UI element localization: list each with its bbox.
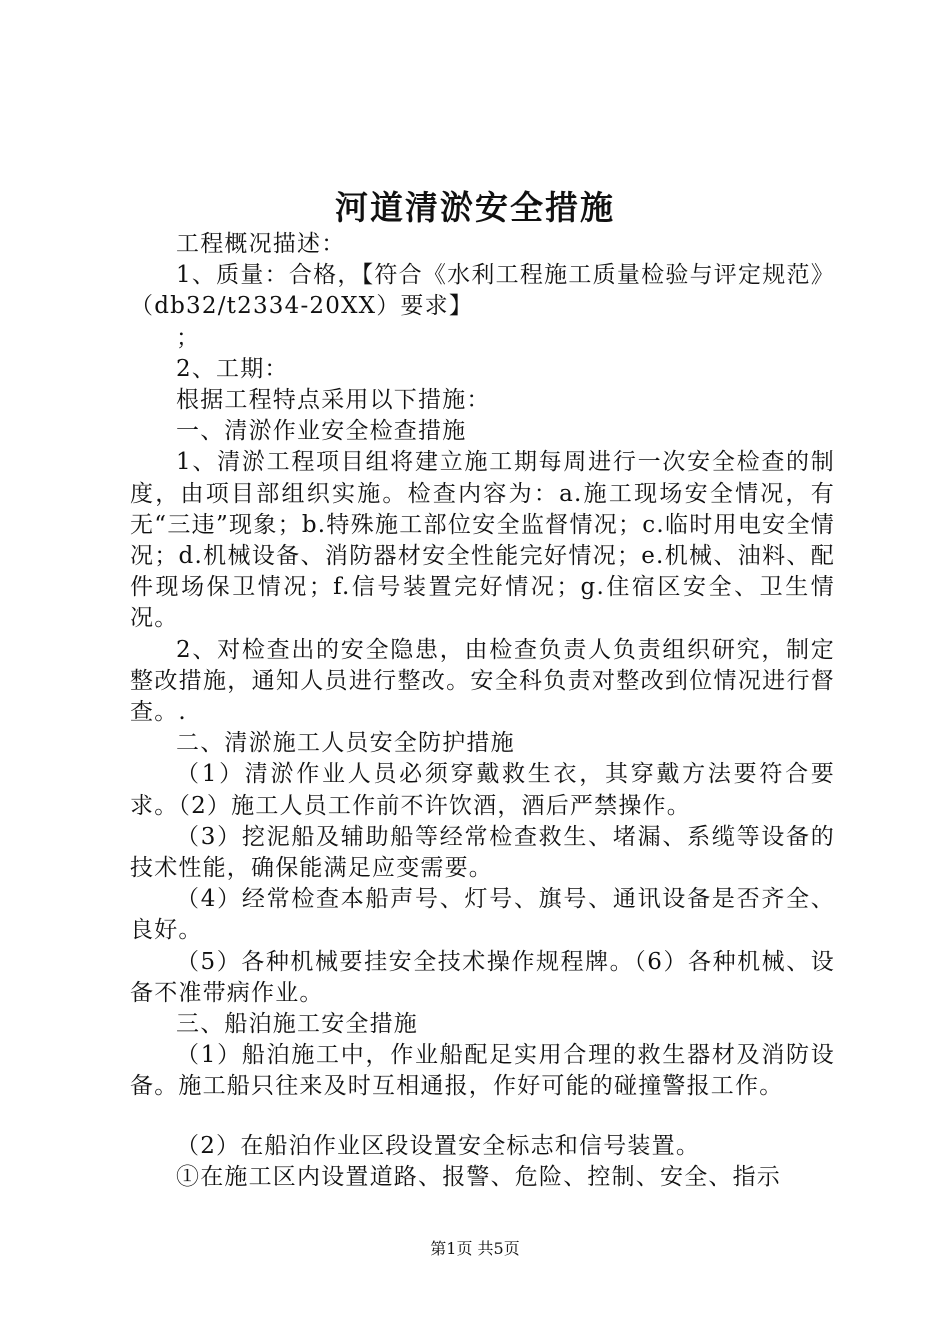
paragraph: （1）清淤作业人员必须穿戴救生衣，其穿戴方法要符合要求。（2）施工人员工作前不许饮酒，酒后严禁操作。 [130,761,835,819]
paragraph: ； [176,324,201,351]
paragraph: 工程概况描述： [176,231,346,257]
paragraph: ①在施工区内设置道路、报警、危险、控制、安全、指示 [176,1163,781,1190]
paragraph: 2、对检查出的安全隐患，由检查负责人负责组织研究，制定整改措施，通知人员进行整改。安全科负责对整改到位情况进行督查。. [130,636,835,726]
document-body [130,229,835,1193]
paragraph: （3）挖泥船及辅助船等经常检查救生、堵漏、系缆等设备的技术性能，确保能满足应变需要。 [130,823,835,882]
section-heading: 三、船泊施工安全措施 [176,1011,418,1038]
paragraph: 2、工期： [176,355,289,382]
paragraph: 根据工程特点采用以下措施： [176,387,491,414]
paragraph: （1）船泊施工中，作业船配足实用合理的救生器材及消防设备。施工船只往来及时互相通报，作好可能的碰撞警报工作。 [130,1042,835,1100]
section-heading: 二、清淤施工人员安全防护措施 [176,730,515,757]
paragraph: （4）经常检查本船声号、灯号、旗号、通讯设备是否齐全、良好。 [130,886,835,944]
paragraph: （2）在船泊作业区段设置安全标志和信号装置。 [176,1132,701,1159]
page-footer: 第1页 共5页 [430,1239,520,1258]
paragraph: （5）各种机械要挂安全技术操作规程牌。（6）各种机械、设备不准带病作业。 [130,948,835,1006]
document-title: 河道清淤安全措施 [335,188,615,227]
paragraph: 1、质量：合格，【符合《水利工程施工质量检验与评定规范》（db32/t2334-20XX）要求】 [130,262,835,320]
section-heading: 一、清淤作业安全检查措施 [176,418,467,445]
paragraph: 1、清淤工程项目组将建立施工期每周进行一次安全检查的制度，由项目部组织实施。检查内容为：a.施工现场安全情况，有无“三违”现象；b.特殊施工部位安全监督情况；c.临时用电安全情况；d.机械设备、消防器材安全性能完好情况；e.机械、油料、配件现场保卫情况；f.信号装置完好情况；g.住宿区安全、卫生情况。 [130,449,835,632]
